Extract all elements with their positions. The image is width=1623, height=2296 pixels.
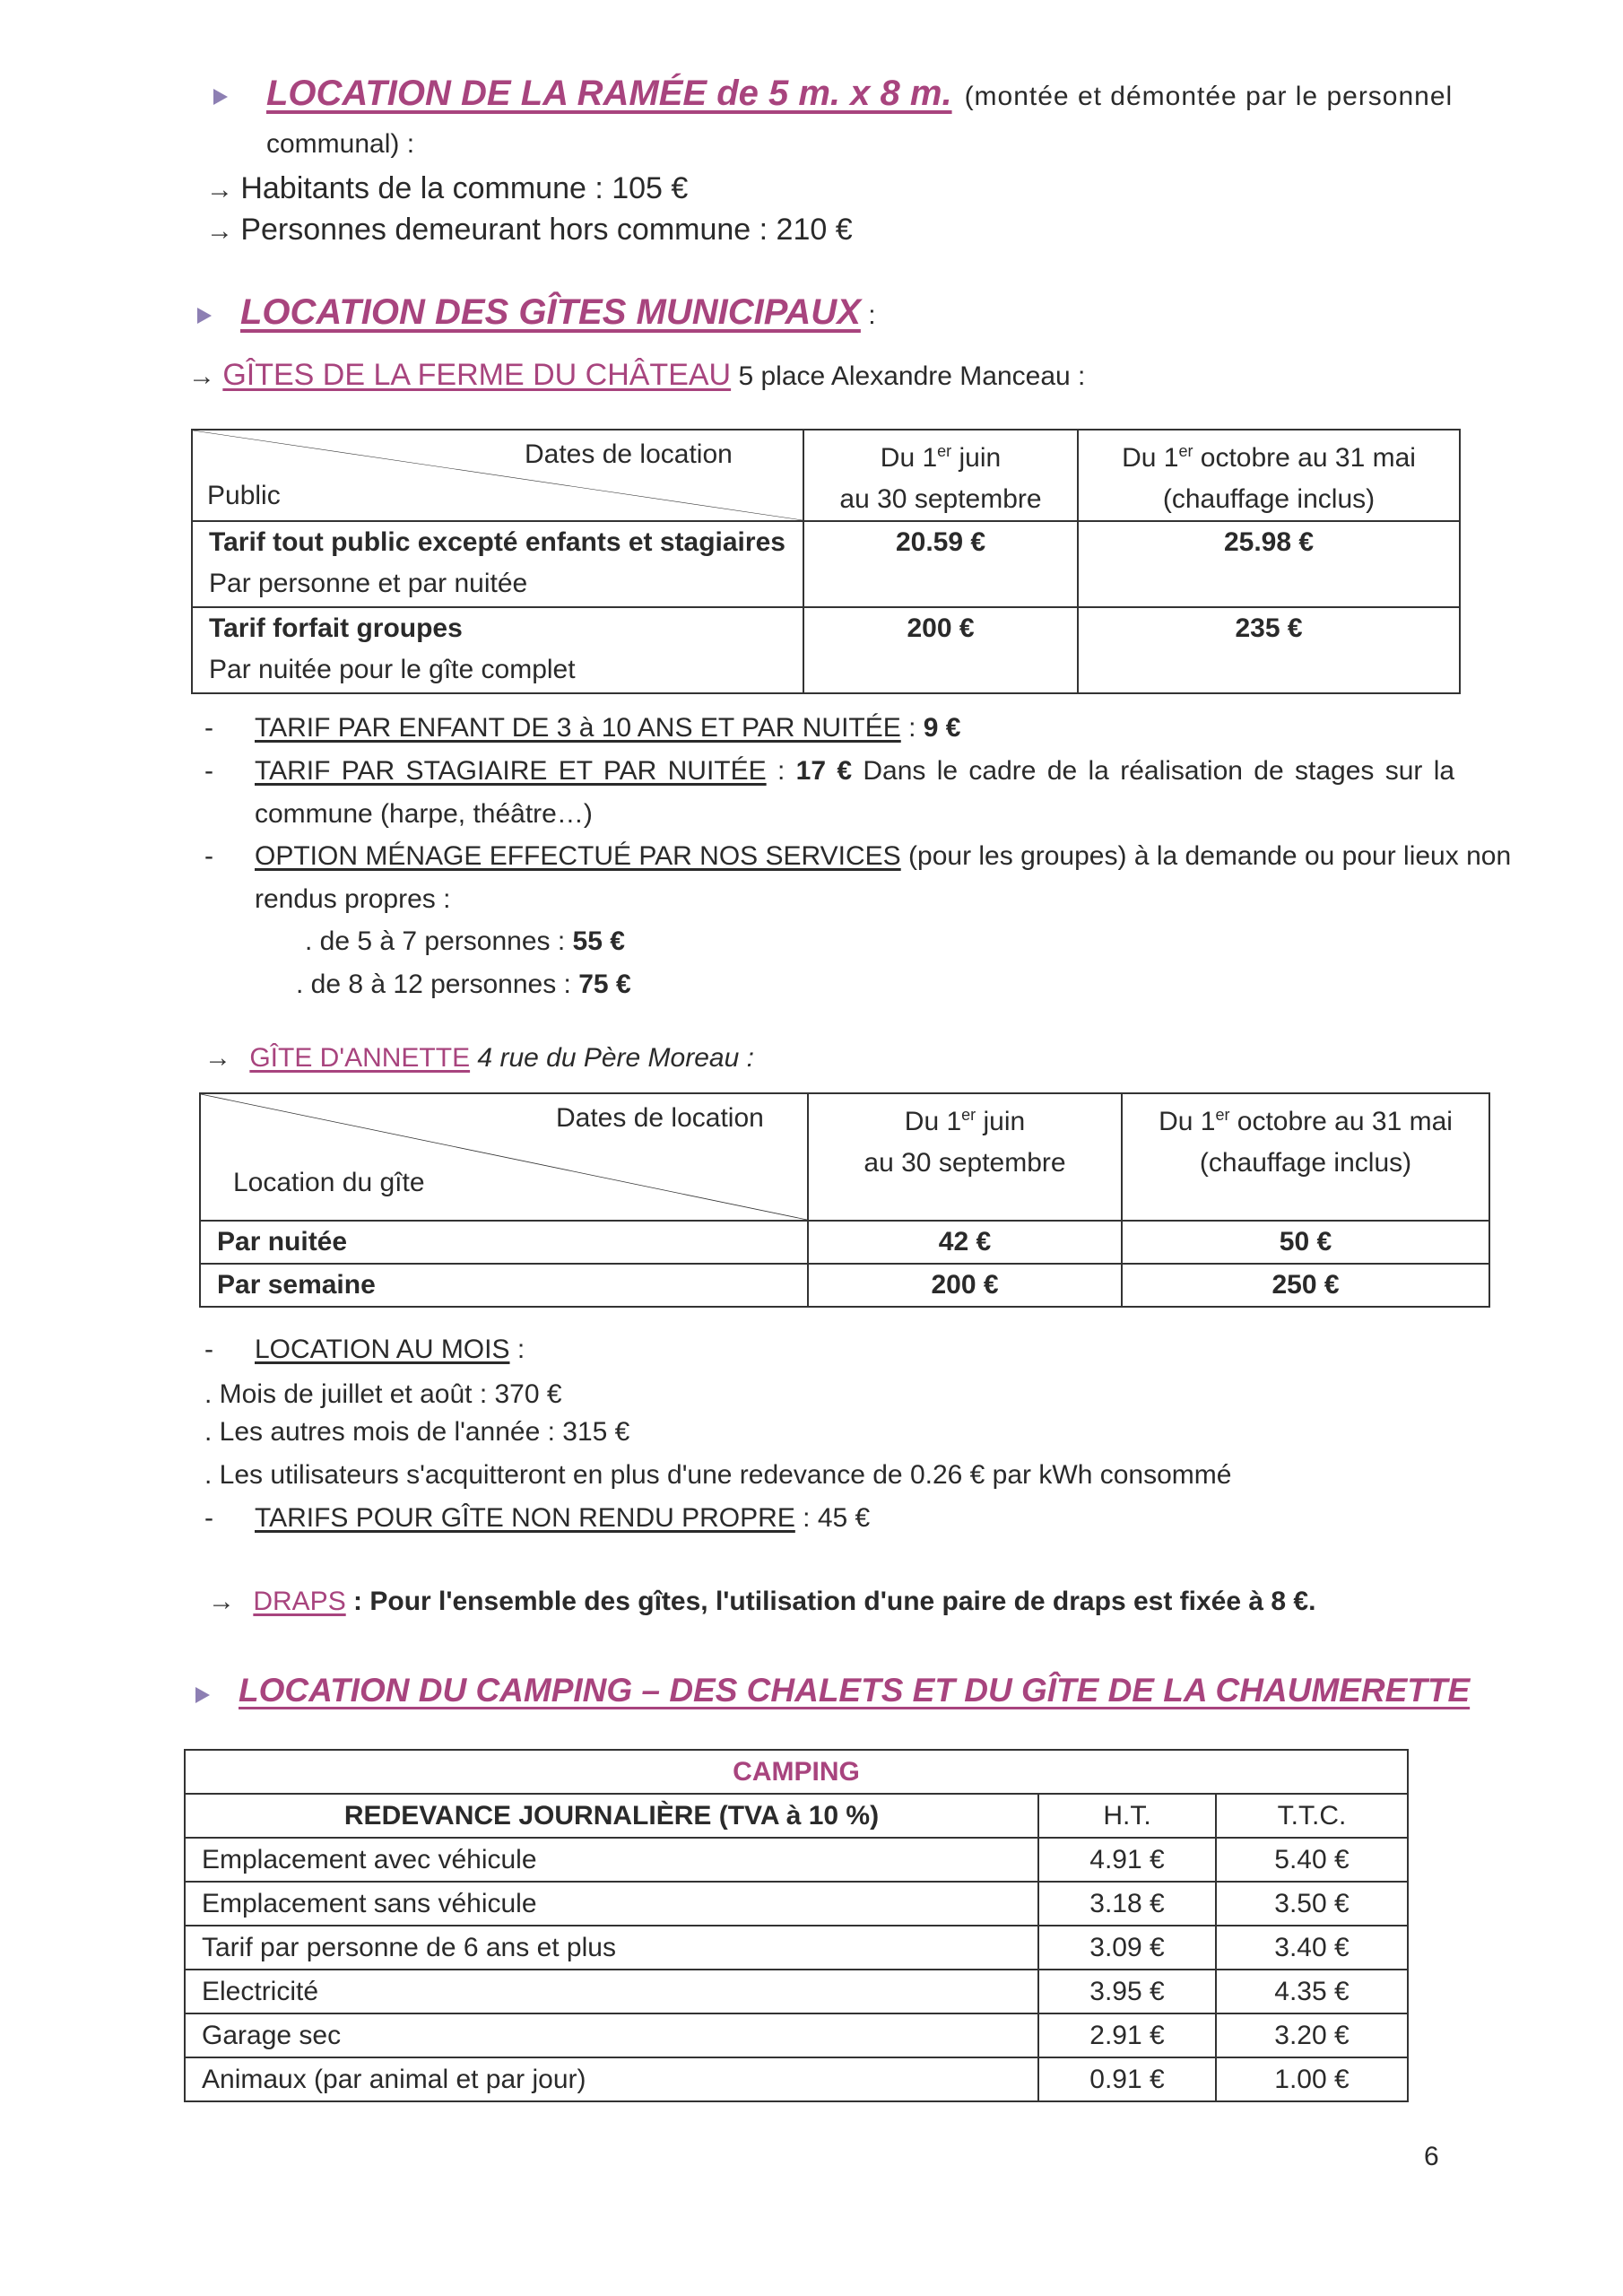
section-bullet-icon [213,89,228,105]
tarif-stagiaire: TARIF PAR STAGIAIRE ET PAR NUITÉE : 17 € Dans le cadre de la réalisation de stages sur la [255,756,1455,786]
location-mois: LOCATION AU MOIS : [255,1335,525,1364]
gites-heading: LOCATION DES GÎTES MUNICIPAUX : [240,292,876,332]
ramee-heading [266,74,1453,115]
table-row: Electricité 3.95 € 4.35 € [185,1970,1408,2013]
arrow-icon: → [204,1043,239,1073]
gites-title: LOCATION DES GÎTES MUNICIPAUX [240,292,861,332]
col-header-winter: Du 1er octobre au 31 mai (chauffage inclus) [1122,1093,1489,1221]
option-menage: OPTION MÉNAGE EFFECTUÉ PAR NOS SERVICES (pour les groupes) à la demande ou pour lieux non [255,841,1512,871]
menage-option-2: . de 8 à 12 personnes : 75 € [296,970,631,999]
arrow-icon: → [208,1587,243,1616]
menage-option-1: . de 5 à 7 personnes : 55 € [305,926,625,956]
option-menage-cont: rendus propres : [255,884,451,914]
section-bullet-icon [195,1687,210,1703]
non-propre: TARIFS POUR GÎTE NON RENDU PROPRE : 45 € [255,1503,871,1533]
table-row: Par semaine 200 € 250 € [200,1264,1489,1307]
ferme-address: 5 place Alexandre Manceau : [731,361,1086,391]
table-row: Par nuitée 42 € 50 € [200,1221,1489,1264]
diag-top-label: Dates de location [556,1103,764,1133]
camping-heading [239,1672,1470,1709]
bullet-dash: - [204,1503,213,1533]
ferme-name: GÎTES DE LA FERME DU CHÂTEAU [222,358,732,392]
col-header-winter: Du 1er octobre au 31 mai (chauffage inclus) [1078,430,1460,521]
col-header-summer: Du 1er juin au 30 septembre [808,1093,1122,1221]
bullet-dash: - [204,841,213,871]
table-row: Tarif tout public excepté enfants et stagiaires Par personne et par nuitée 20.59 € 25.98 € [192,521,1460,607]
table-row: Animaux (par animal et par jour) 0.91 € 1.00 € [185,2057,1408,2101]
mois-line: . Les autres mois de l'année : 315 € [204,1417,630,1447]
arrow-icon: → [206,175,241,204]
annette-name: GÎTE D'ANNETTE [249,1043,471,1073]
camping-title: LOCATION DU CAMPING – DES CHALETS ET DU GÎTE DE LA CHAUMERETTE [239,1672,1471,1709]
ferme-heading [188,355,1085,396]
table-row: Emplacement avec véhicule 4.91 € 5.40 € [185,1838,1408,1882]
bullet-dash: - [204,1335,213,1364]
ramee-line: → Personnes demeurant hors commune : 210 € [206,213,853,247]
camping-caption: CAMPING [185,1750,1408,1794]
ramee-title: LOCATION DE LA RAMÉE de 5 m. x 8 m. [266,74,952,113]
annette-price-table [199,1092,1490,1308]
page-number: 6 [1424,2142,1439,2171]
diag-top-label: Dates de location [525,439,733,469]
annette-address: 4 rue du Père Moreau : [470,1043,754,1073]
draps-line: → DRAPS : Pour l'ensemble des gîtes, l'utilisation d'une paire de draps est fixée à 8 €. [208,1587,1316,1616]
diag-header-cell [200,1093,808,1221]
mois-line: . Mois de juillet et août : 370 € [204,1379,562,1409]
diag-bottom-label: Location du gîte [233,1168,425,1197]
tarif-enfant: TARIF PAR ENFANT DE 3 à 10 ANS ET PAR NUITÉE : 9 € [255,713,961,743]
draps-label: DRAPS [253,1587,346,1616]
ramee-note-cont: communal) : [266,129,415,159]
ferme-price-table [191,429,1461,694]
tarif-stagiaire-cont: commune (harpe, théâtre…) [255,799,593,829]
section-bullet-icon [197,308,212,324]
camping-price-table: CAMPING REDEVANCE JOURNALIÈRE (TVA à 10 %) H.T. T.T.C. Emplacement avec véhicule 4.91 € 5.40 € Emplacement sans véhicule 3.18 € 3.50 € Tarif par personne de 6 ans et plus 3.09 € 3.40 € Electricité 3.95 € 4.35 € Garage sec 2.91 € 3.20 € Animaux (par animal et par jour) 0.91 € 1.00 € [184,1749,1409,2102]
table-row: Garage sec 2.91 € 3.20 € [185,2013,1408,2057]
bullet-dash: - [204,713,213,743]
col-header-summer: Du 1er juin au 30 septembre [803,430,1078,521]
annette-heading [204,1040,754,1076]
table-row: Tarif forfait groupes Par nuitée pour le gîte complet 200 € 235 € [192,607,1460,693]
bullet-dash: - [204,756,213,786]
table-row: Tarif par personne de 6 ans et plus 3.09 € 3.40 € [185,1926,1408,1970]
ramee-note: (montée et démontée par le personnel [964,82,1454,111]
arrow-icon: → [188,361,223,391]
arrow-icon: → [206,216,241,246]
diag-header-cell [192,430,803,521]
table-row: Emplacement sans véhicule 3.18 € 3.50 € [185,1882,1408,1926]
ramee-line: → Habitants de la commune : 105 € [206,171,689,205]
diag-bottom-label: Public [207,481,281,510]
mois-line: . Les utilisateurs s'acquitteront en plus d'une redevance de 0.26 € par kWh consommé [204,1460,1232,1490]
